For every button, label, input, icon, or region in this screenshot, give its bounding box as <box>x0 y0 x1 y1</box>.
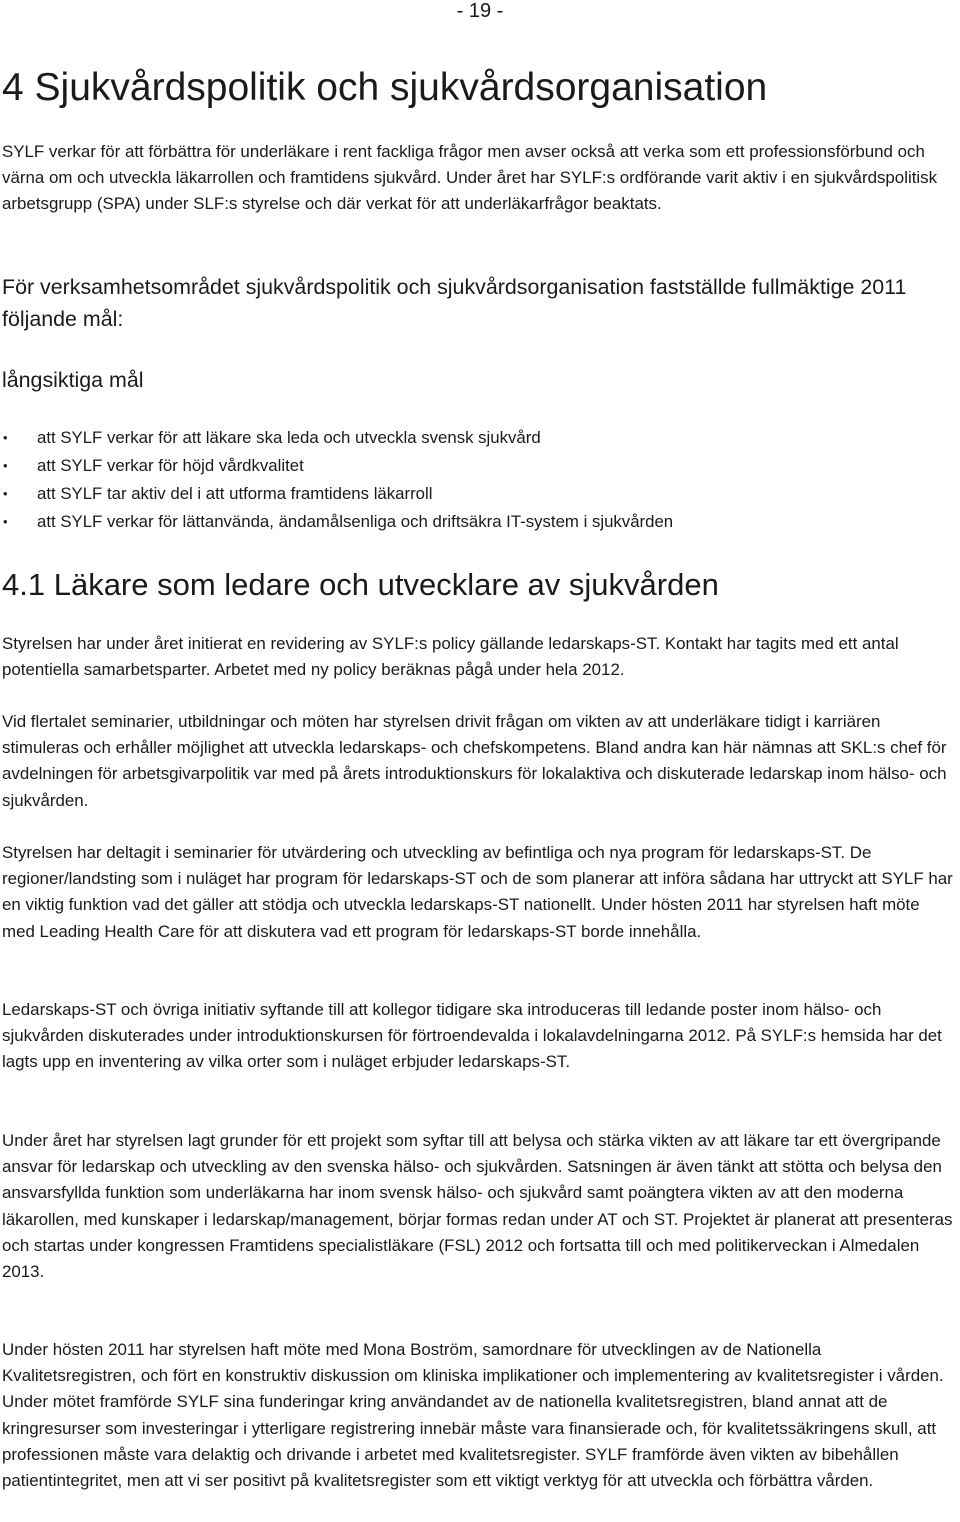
section-title: 4.1 Läkare som ledare och utvecklare av sjukvården <box>2 567 719 602</box>
body-paragraph: Under året har styrelsen lagt grunder för ett projekt som syftar till att belysa och stärka vikten av att läkare tar ett övergripande ansvar för ledarskap och utveckling av den svenska hälso- och sjukvården. Satsningen är även tänkt att stötta och belysa den ansvarsfyllda funktion som underläkarna har inom svensk hälso- och sjukvård samt poängtera vikten av att den moderna läkarollen, med kunskaper i ledarskap/management, börjar formas redan under AT och ST. Projektet är planerat att presenteras och startas under kongressen Framtidens specialistläkare (FSL) 2012 och fortsatta till och med politikerveckan i Almedalen 2013. <box>2 1131 953 1282</box>
goals-list <box>0 424 673 536</box>
goal-item <box>0 508 673 536</box>
goal-text: att SYLF tar aktiv del i att utforma framtidens läkarroll <box>37 484 433 503</box>
intro-paragraph: SYLF verkar för att förbättra för underläkare i rent fackliga frågor men avser också att verka som ett professionsförbund och värna om och utveckla läkarrollen och framtidens sjukvård. Under året har SYLF:s ordförande varit aktiv i en sjukvårdspolitisk arbetsgrupp (SPA) under SLF:s styrelse och där verkat för att underläkarfrågor beaktats. <box>2 142 938 213</box>
body-paragraph: Styrelsen har under året initierat en revidering av SYLF:s policy gällande ledarskaps-ST. Kontakt har tagits med ett antal potentiella samarbetsparter. Arbetet med ny policy beräknas pågå under hela 2012. <box>2 634 899 680</box>
body-paragraph: Ledarskaps-ST och övriga initiativ syftande till att kollegor tidigare ska introduceras till ledande poster inom hälso- och sjukvården diskuterades under introduktionskursen för förtroendevalda i lokalavdelningarna 2012. På SYLF:s hemsida har det lagts upp en inventering av vilka orter som i nuläget erbjuder ledarskaps-ST. <box>2 1000 942 1072</box>
body-paragraph: Styrelsen har deltagit i seminarier för utvärdering och utveckling av befintliga och nya program för ledarskaps-ST. De regioner/landsting som i nuläget har program för ledarskaps-ST och de som planerar att införa sådana har uttryckt att SYLF har en viktig funktion vad det gäller att stödja och utveckla ledarskaps-ST nationellt. Under hösten 2011 har styrelsen haft möte med Leading Health Care för att diskutera vad ett program för ledarskaps-ST borde innehålla. <box>2 843 953 941</box>
goals-heading: långsiktiga mål <box>2 368 144 392</box>
goal-text: att SYLF verkar för att läkare ska leda och utveckla svensk sjukvård <box>37 428 541 447</box>
body-paragraph: Under hösten 2011 har styrelsen haft möte med Mona Boström, samordnare för utvecklingen av de Nationella Kvalitetsregistren, och fört en konstruktiv diskussion om kliniska implikationer och implementering av kvalitetsregister i vården. Under mötet framförde SYLF sina funderingar kring användandet av de nationella kvalitetsregistren, bland annat att de kringresurser som investeringar i ytterligare registrering innebär måste vara finansierade och, för kvalitetssäkringens skull, att professionen måste vara delaktig och drivande i arbetet med kvalitetsregister. SYLF framförde även vikten av bibehållen patientintegritet, men att vi ser positivt på kvalitetsregister som ett viktigt verktyg för att utveckla och förbättra vården. <box>2 1340 944 1491</box>
goal-item <box>0 480 673 508</box>
page-number: - 19 - <box>456 0 504 22</box>
bullet-icon: • <box>3 486 8 501</box>
goal-text: att SYLF verkar för höjd vårdkvalitet <box>37 456 304 475</box>
bullet-icon: • <box>3 458 8 473</box>
goals-lead: För verksamhetsområdet sjukvårdspolitik och sjukvårdsorganisation fastställde fullmäktige 2011 följande mål: <box>2 275 907 331</box>
chapter-title: 4 Sjukvårdspolitik och sjukvårdsorganisation <box>2 66 768 109</box>
goal-text: att SYLF verkar för lättanvända, ändamålsenliga och driftsäkra IT-system i sjukvården <box>37 512 674 531</box>
goal-item <box>0 452 673 480</box>
bullet-icon: • <box>3 430 8 445</box>
goal-item <box>0 424 673 452</box>
bullet-icon: • <box>3 514 8 529</box>
body-paragraph: Vid flertalet seminarier, utbildningar och möten har styrelsen drivit frågan om vikten av att underläkare tidigt i karriären stimuleras och erhåller möjlighet att utveckla ledarskaps- och chefskompetens. Bland andra kan här nämnas att SKL:s chef för avdelningen för arbetsgivarpolitik var med på årets introduktionskurs för lokalaktiva och diskuterade ledarskap inom hälso- och sjukvården. <box>2 712 947 810</box>
